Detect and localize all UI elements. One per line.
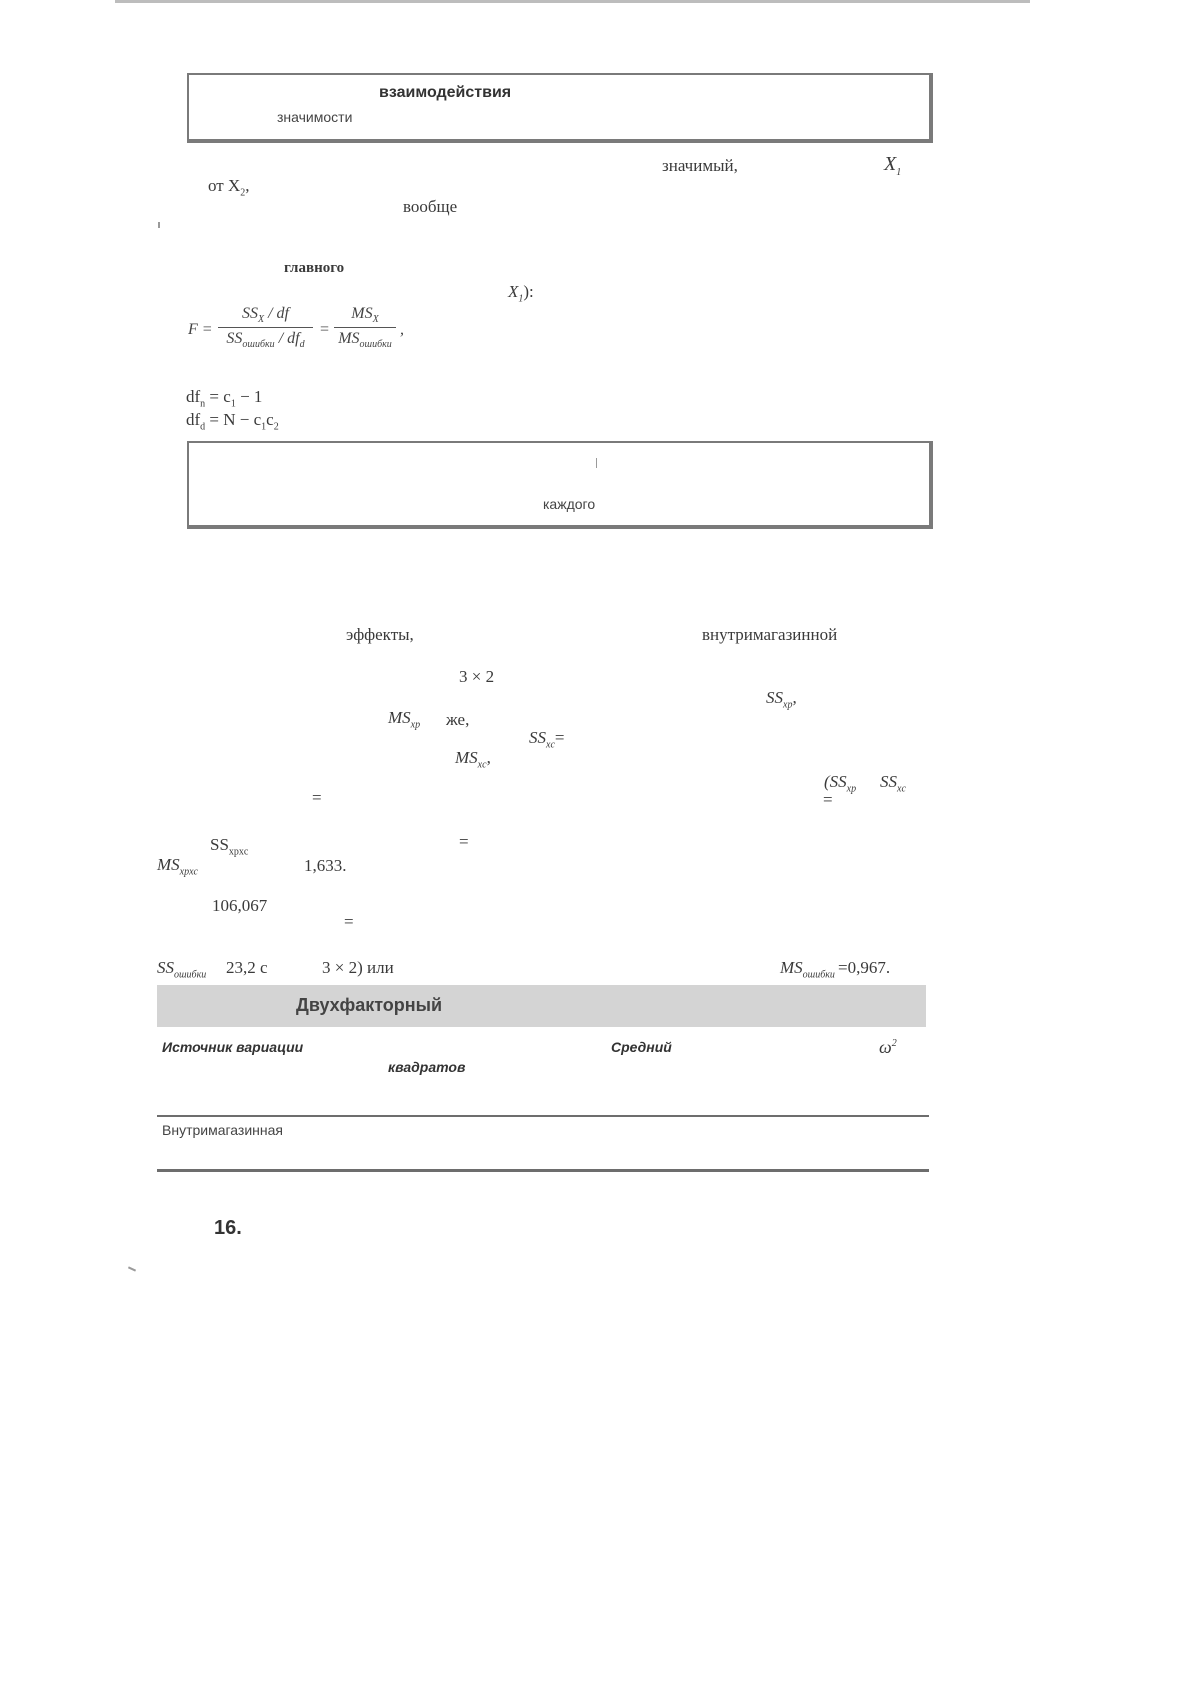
word-in-store: внутримагазинной: [702, 625, 838, 644]
equals-mid: =: [459, 832, 469, 851]
ss-xc: $SS_{xc}=$: [529, 728, 565, 751]
box-text-significance: значимости: [277, 109, 353, 125]
formula-denominator-ms: $MS_{ошибки}$: [338, 330, 392, 351]
formula-numerator-ms: $MS_X$: [334, 305, 396, 328]
table-col-source: Источник вариации: [162, 1039, 304, 1055]
ss-xp: $SS_{xp}$,: [766, 688, 797, 711]
table-row-in-store: Внутримагазинная: [162, 1122, 283, 1138]
page-number: 16.: [214, 1217, 242, 1239]
df-denominator: $df_d = N - c_1c_2$: [186, 410, 279, 433]
table-bottom-rule: [157, 1169, 929, 1172]
ss-error: $SS_{ошибки}$: [157, 958, 207, 981]
ms-xp: $MS_{xp}$: [388, 708, 421, 731]
design-3x2-or: 3 × 2) или: [322, 958, 394, 977]
ms-error: $MS_{ошибки}$: [780, 958, 835, 981]
ss-xc-second: $SS_{xc}$: [880, 772, 906, 795]
definition-box-each: [187, 441, 933, 529]
word-significant: значимый,: [662, 156, 738, 175]
formula-equals: =: [320, 321, 330, 338]
scan-mark-left: [158, 222, 160, 228]
ms-error-value: =0,967.: [838, 958, 891, 977]
df-numerator: $df_n = c_1 - 1$: [186, 387, 263, 410]
box-text-each: каждого: [543, 496, 596, 512]
scan-mark-corner: [128, 1266, 136, 1271]
word-effects: эффекты,: [346, 625, 414, 644]
word-same: же,: [446, 710, 470, 729]
formula-f: F =: [188, 321, 213, 338]
paren-ss-xp: ($SS_{xp}$: [824, 772, 857, 795]
equals-low: =: [344, 912, 354, 931]
word-at-all: вообще: [403, 197, 458, 216]
table-title: Двухфакторный: [296, 995, 443, 1015]
table-col-mean: Средний: [611, 1039, 672, 1055]
formula-comma: ,: [400, 321, 404, 338]
ss-xpxc: $SS_{xpxc}$: [210, 835, 249, 858]
design-3x2: 3 × 2: [459, 667, 495, 686]
scan-mark-box: [596, 458, 597, 468]
table-title-band: [157, 985, 926, 1027]
formula-numerator-ss: $SS_X$ / df: [218, 305, 313, 328]
value-1633: 1,633.: [304, 856, 347, 875]
formula-fraction-ss: [218, 305, 313, 350]
value-232: 23,2 с: [226, 958, 268, 977]
formula-fraction-ms: [334, 305, 396, 350]
top-edge-rule: [115, 0, 1030, 3]
table-header-rule: [157, 1115, 929, 1117]
equals-right: =: [823, 790, 833, 809]
equals-left: =: [312, 788, 322, 807]
box-heading-interaction: взаимодействия: [379, 84, 512, 101]
ms-xc: $MS_{xc}$,: [455, 748, 491, 771]
definition-box-interaction: [187, 73, 933, 143]
var-x1-ref: $X_1$):: [508, 282, 534, 305]
table-col-omega: $\omega^2$: [879, 1037, 897, 1057]
ms-xpxc: $MS_{xpxc}$: [157, 855, 198, 878]
from-x2: от $X_2$,: [208, 176, 250, 199]
var-x1: $X_1$: [884, 153, 902, 178]
table-col-squares: квадратов: [388, 1059, 466, 1075]
value-106067: 106,067: [212, 896, 268, 915]
formula-denominator-ss: $SS_{ошибки} / df_d$: [226, 330, 305, 351]
word-main: главного: [284, 260, 345, 276]
